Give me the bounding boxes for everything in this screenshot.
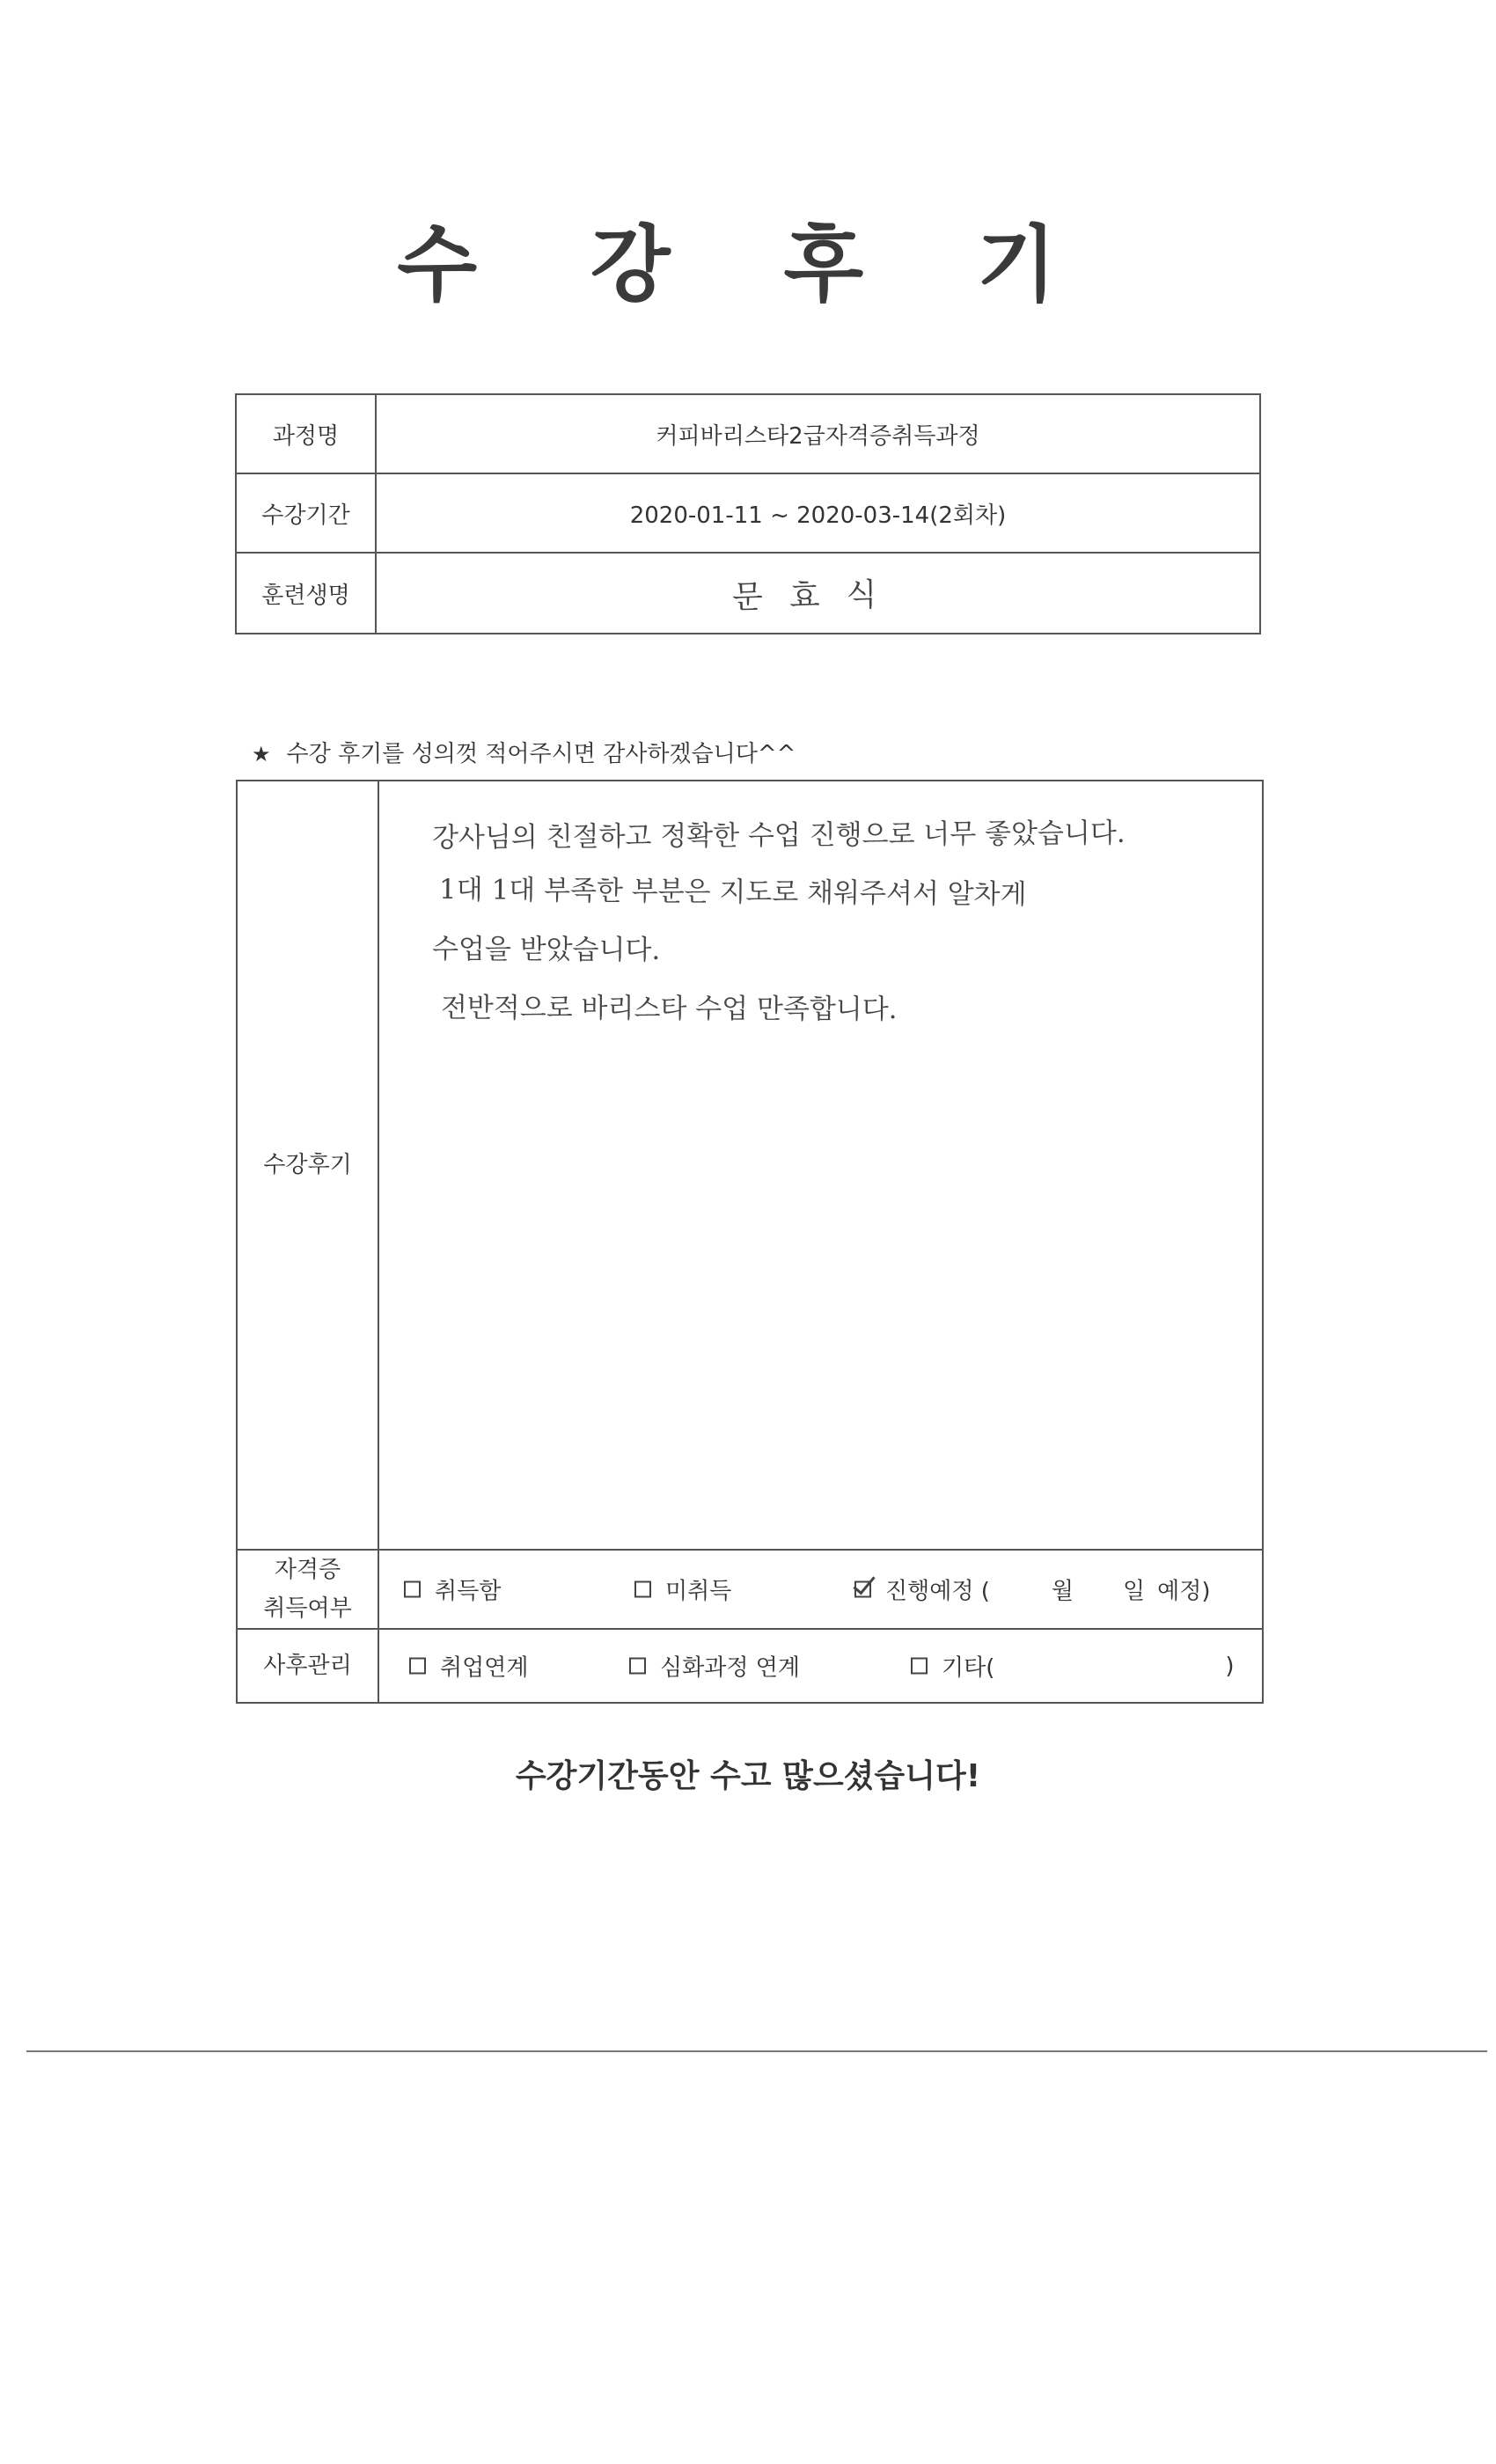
review-line: 전반적으로 바리스타 수업 만족합니다.	[440, 992, 898, 1026]
period-row	[236, 473, 1260, 553]
closing-message: 수강기간동안 수고 많으셨습니다!	[515, 1758, 981, 1794]
in-progress-checkbox[interactable]	[854, 1581, 871, 1598]
scan-edge-line	[26, 2050, 1487, 2052]
course-info-table	[235, 393, 1261, 634]
employment-checkbox[interactable]	[409, 1658, 426, 1675]
other-checkbox[interactable]	[911, 1658, 928, 1675]
trainee-name: 문효식	[732, 576, 905, 616]
advanced-course-label: 심화과정 연계	[660, 1654, 800, 1682]
period-value: 2020-01-11 ~ 2020-03-14(2회차)	[376, 473, 1260, 553]
certification-label-line1: 자격증	[274, 1557, 341, 1583]
not-acquired-option[interactable]	[634, 1573, 731, 1606]
trainee-label: 훈련생명	[236, 553, 376, 634]
day-label: 일	[1123, 1578, 1146, 1605]
certification-label-line2: 취득여부	[263, 1595, 352, 1623]
employment-label: 취업연계	[440, 1654, 529, 1682]
other-close: )	[1225, 1653, 1235, 1680]
acquired-checkbox[interactable]	[404, 1581, 421, 1598]
review-line: 강사님의 친절하고 정확한 수업 진행으로 너무 좋았습니다.	[431, 817, 1126, 854]
month-label: 월	[1051, 1578, 1074, 1605]
course-name-label: 과정명	[236, 394, 376, 473]
not-acquired-checkbox[interactable]	[634, 1581, 651, 1598]
review-line: 1대 1대 부족한 부분은 지도로 채워주셔서 알차게	[438, 873, 1027, 911]
review-line: 수업을 받았습니다.	[431, 933, 661, 966]
aftercare-row	[237, 1629, 1263, 1703]
not-acquired-label: 미취득	[665, 1578, 732, 1605]
trainee-value-cell	[376, 553, 1260, 634]
period-label: 수강기간	[236, 473, 376, 553]
review-body[interactable]	[378, 781, 1263, 1550]
page-title: 수 강 후 기	[397, 217, 1099, 313]
certification-row	[237, 1550, 1263, 1629]
certification-options-cell	[378, 1550, 1263, 1629]
other-option[interactable]	[911, 1650, 1235, 1683]
course-name-value: 커피바리스타2급자격증취득과정	[376, 394, 1260, 473]
trainee-row	[236, 553, 1260, 634]
in-progress-label: 진행예정 (	[885, 1578, 990, 1605]
handwritten-review	[379, 781, 1262, 1038]
advanced-course-option[interactable]	[629, 1650, 800, 1683]
aftercare-label: 사후관리	[237, 1629, 378, 1703]
other-label: 기타(	[942, 1654, 995, 1682]
star-icon: ★	[252, 742, 271, 766]
acquired-label: 취득함	[435, 1578, 502, 1605]
review-table	[236, 780, 1264, 1704]
certification-label	[237, 1550, 378, 1629]
aftercare-options-cell	[378, 1629, 1263, 1703]
review-label: 수강후기	[237, 781, 378, 1550]
in-progress-option[interactable]	[854, 1573, 1211, 1606]
review-row	[237, 781, 1263, 1550]
notice	[252, 736, 796, 768]
advanced-course-checkbox[interactable]	[629, 1658, 646, 1675]
notice-text: 수강 후기를 성의껏 적어주시면 감사하겠습니다^^	[286, 741, 796, 767]
course-name-row	[236, 394, 1260, 473]
acquired-option[interactable]	[404, 1573, 501, 1606]
plan-label: 예정)	[1157, 1578, 1211, 1605]
employment-option[interactable]	[409, 1650, 528, 1683]
